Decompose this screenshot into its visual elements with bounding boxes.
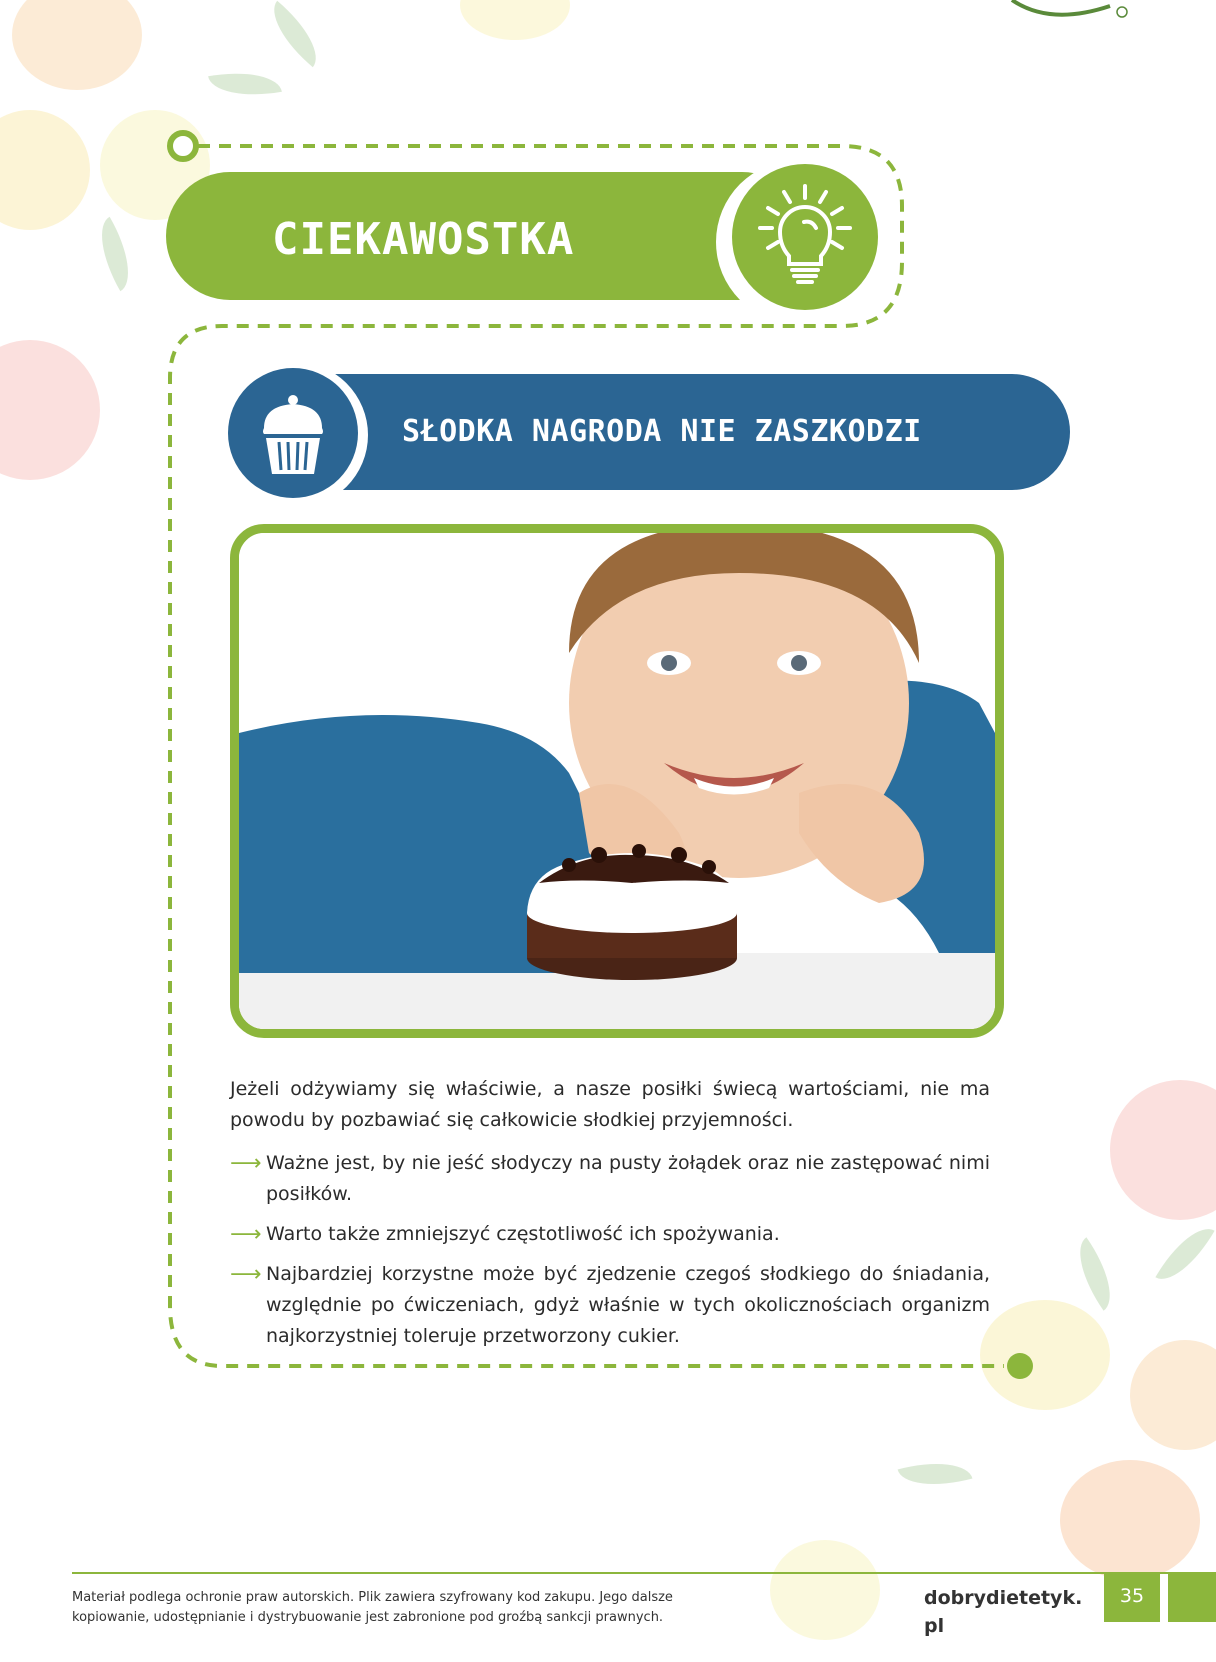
arrow-icon: ⟶ [230, 1151, 262, 1176]
site-name[interactable]: dobrydietetyk. pl [924, 1587, 1083, 1637]
arrow-icon: ⟶ [230, 1222, 262, 1247]
body-text [230, 1074, 990, 1361]
boy-with-cake-photo [230, 524, 1004, 1038]
list-item-text: Ważne jest, by nie jeść słodyczy na pusty żołądek oraz nie zastępować nimi posiłków. [266, 1152, 990, 1205]
intro-paragraph: Jeżeli odżywiamy się właściwie, a nasze posiłki świecą wartościami, nie ma powodu by pozbawiać się całkowicie słodkiej przyjemności. [230, 1078, 990, 1131]
copyright-notice: Materiał podlega ochronie praw autorskich. Plik zawiera szyfrowany kod zakupu. Jego dalsze kopiowanie, udostępnianie i dystrybuowanie jest zabronione pod groźbą sankcji prawnych. [72, 1590, 673, 1625]
cupcake-badge [228, 368, 358, 498]
footer-divider [72, 1572, 1216, 1574]
list-item-text: Najbardziej korzystne może być zjedzenie czegoś słodkiego do śniadania, względnie po ćwiczeniach, gdyż właśnie w tych okolicznościach organizm najkorzystniej toleruje przetworzony cukier. [266, 1263, 990, 1347]
list-item [230, 1219, 990, 1250]
header-title: CIEKAWOSTKA [272, 214, 575, 265]
cupcake-icon [228, 368, 358, 498]
arrow-icon: ⟶ [230, 1262, 262, 1287]
list-item [230, 1148, 990, 1210]
page-number: 35 [1104, 1572, 1160, 1622]
section-title: SŁODKA NAGRODA NIE ZASZKODZI [402, 414, 922, 449]
bulb-badge [732, 164, 878, 310]
list-item [230, 1259, 990, 1352]
photo-illustration [239, 533, 995, 1029]
list-item-text: Warto także zmniejszyć częstotliwość ich spożywania. [266, 1223, 780, 1245]
page-number-accent [1168, 1572, 1216, 1622]
lightbulb-icon [732, 164, 878, 310]
